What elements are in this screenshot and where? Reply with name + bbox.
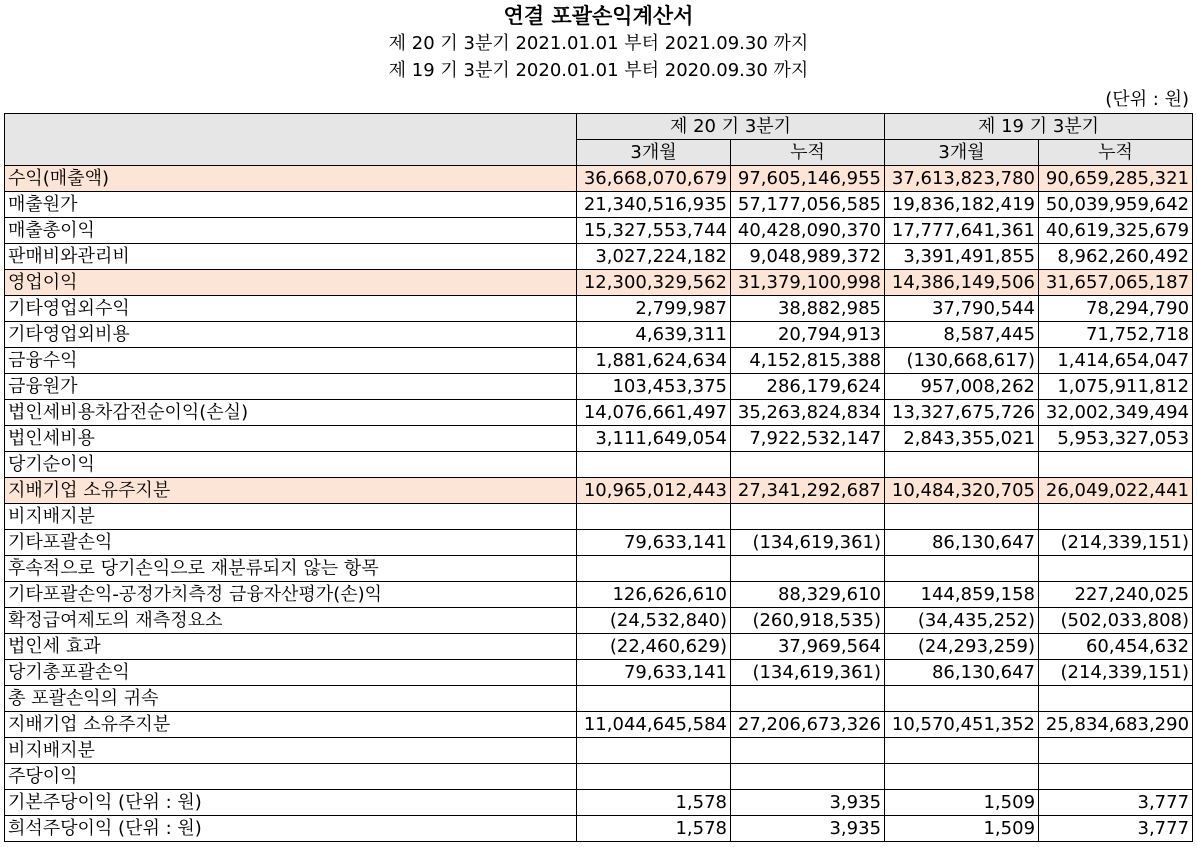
sub-header-current-3m: 3개월 [577, 140, 731, 166]
value-cell: 97,605,146,955 [731, 166, 885, 192]
row-label: 기타영업외수익 [5, 296, 577, 322]
table-row [5, 426, 1193, 452]
value-cell: 57,177,056,585 [731, 192, 885, 218]
value-cell: 14,076,661,497 [577, 400, 731, 426]
table-row [5, 348, 1193, 374]
row-label: 지배기업 소유주지분 [5, 478, 577, 504]
row-label: 판매비와관리비 [5, 244, 577, 270]
table-row [5, 452, 1193, 478]
value-cell [731, 504, 885, 530]
table-row [5, 374, 1193, 400]
value-cell: 86,130,647 [885, 660, 1039, 686]
value-cell [577, 764, 731, 790]
value-cell: 21,340,516,935 [577, 192, 731, 218]
value-cell: 37,613,823,780 [885, 166, 1039, 192]
row-label: 희석주당이익 (단위 : 원) [5, 816, 577, 842]
value-cell: 1,509 [885, 790, 1039, 816]
value-cell: 40,428,090,370 [731, 218, 885, 244]
value-cell: 27,341,292,687 [731, 478, 885, 504]
unit-label: (단위 : 원) [1105, 89, 1189, 110]
value-cell: 1,509 [885, 816, 1039, 842]
value-cell: 10,484,320,705 [885, 478, 1039, 504]
value-cell: 10,965,012,443 [577, 478, 731, 504]
value-cell: 71,752,718 [1039, 322, 1193, 348]
value-cell: 8,587,445 [885, 322, 1039, 348]
value-cell [1039, 452, 1193, 478]
value-cell [885, 504, 1039, 530]
value-cell: 1,414,654,047 [1039, 348, 1193, 374]
value-cell: 1,578 [577, 790, 731, 816]
value-cell: (34,435,252) [885, 608, 1039, 634]
value-cell: 35,263,824,834 [731, 400, 885, 426]
value-cell: 957,008,262 [885, 374, 1039, 400]
value-cell: 60,454,632 [1039, 634, 1193, 660]
value-cell: (130,668,617) [885, 348, 1039, 374]
group-header-prior: 제 19 기 3분기 [885, 114, 1193, 140]
value-cell [885, 764, 1039, 790]
value-cell [885, 738, 1039, 764]
table-row [5, 660, 1193, 686]
value-cell [731, 738, 885, 764]
table-row [5, 816, 1193, 842]
header-blank-cell [5, 114, 577, 166]
value-cell [1039, 738, 1193, 764]
statement-title: 연결 포괄손익계산서 [503, 4, 694, 28]
row-label: 확정급여제도의 재측정요소 [5, 608, 577, 634]
value-cell [731, 452, 885, 478]
table-row [5, 504, 1193, 530]
value-cell: 26,049,022,441 [1039, 478, 1193, 504]
row-label: 지배기업 소유주지분 [5, 712, 577, 738]
row-label: 당기총포괄손익 [5, 660, 577, 686]
group-header-row [5, 114, 1193, 140]
row-label: 매출원가 [5, 192, 577, 218]
row-label: 후속적으로 당기손익으로 재분류되지 않는 항목 [5, 556, 577, 582]
value-cell: 3,777 [1039, 790, 1193, 816]
row-label: 기본주당이익 (단위 : 원) [5, 790, 577, 816]
row-label: 기타포괄손익-공정가치측정 금융자산평가(손)익 [5, 582, 577, 608]
row-label: 금융수익 [5, 348, 577, 374]
value-cell [1039, 764, 1193, 790]
period-prior: 제 19 기 3분기 2020.01.01 부터 2020.09.30 까지 [388, 60, 809, 81]
period-current: 제 20 기 3분기 2021.01.01 부터 2021.09.30 까지 [388, 33, 809, 54]
value-cell: 126,626,610 [577, 582, 731, 608]
value-cell: 19,836,182,419 [885, 192, 1039, 218]
value-cell [731, 764, 885, 790]
value-cell [577, 504, 731, 530]
value-cell [577, 738, 731, 764]
value-cell: 37,969,564 [731, 634, 885, 660]
value-cell: 4,639,311 [577, 322, 731, 348]
value-cell: 12,300,329,562 [577, 270, 731, 296]
table-row [5, 218, 1193, 244]
value-cell: 3,935 [731, 790, 885, 816]
value-cell: 37,790,544 [885, 296, 1039, 322]
value-cell: 4,152,815,388 [731, 348, 885, 374]
table-row [5, 166, 1193, 192]
value-cell: 32,002,349,494 [1039, 400, 1193, 426]
table-row [5, 556, 1193, 582]
row-label: 매출총이익 [5, 218, 577, 244]
value-cell: 31,657,065,187 [1039, 270, 1193, 296]
value-cell: (22,460,629) [577, 634, 731, 660]
value-cell [1039, 556, 1193, 582]
value-cell: 79,633,141 [577, 660, 731, 686]
value-cell: 3,935 [731, 816, 885, 842]
value-cell [731, 686, 885, 712]
table-row [5, 686, 1193, 712]
value-cell: (260,918,535) [731, 608, 885, 634]
value-cell: (24,293,259) [885, 634, 1039, 660]
table-row [5, 322, 1193, 348]
sub-header-current-cum: 누적 [731, 140, 885, 166]
value-cell: 17,777,641,361 [885, 218, 1039, 244]
value-cell [577, 452, 731, 478]
value-cell: 86,130,647 [885, 530, 1039, 556]
value-cell: 36,668,070,679 [577, 166, 731, 192]
income-statement-table [4, 113, 1193, 842]
table-row [5, 764, 1193, 790]
row-label: 수익(매출액) [5, 166, 577, 192]
value-cell: 227,240,025 [1039, 582, 1193, 608]
row-label: 비지배지분 [5, 738, 577, 764]
table-row [5, 192, 1193, 218]
value-cell: (214,339,151) [1039, 530, 1193, 556]
value-cell: 14,386,149,506 [885, 270, 1039, 296]
value-cell: 3,111,649,054 [577, 426, 731, 452]
row-label: 총 포괄손익의 귀속 [5, 686, 577, 712]
table-row [5, 634, 1193, 660]
value-cell: 50,039,959,642 [1039, 192, 1193, 218]
value-cell: 286,179,624 [731, 374, 885, 400]
row-label: 영업이익 [5, 270, 577, 296]
value-cell: 3,391,491,855 [885, 244, 1039, 270]
table-row [5, 478, 1193, 504]
value-cell [885, 556, 1039, 582]
value-cell: 3,027,224,182 [577, 244, 731, 270]
value-cell: 8,962,260,492 [1039, 244, 1193, 270]
value-cell: 31,379,100,998 [731, 270, 885, 296]
value-cell: 3,777 [1039, 816, 1193, 842]
row-label: 금융원가 [5, 374, 577, 400]
table-row [5, 270, 1193, 296]
value-cell: 2,799,987 [577, 296, 731, 322]
table-row [5, 296, 1193, 322]
value-cell: 2,843,355,021 [885, 426, 1039, 452]
value-cell [1039, 686, 1193, 712]
table-row [5, 738, 1193, 764]
value-cell: 103,453,375 [577, 374, 731, 400]
value-cell [885, 452, 1039, 478]
row-label: 기타영업외비용 [5, 322, 577, 348]
table-row [5, 530, 1193, 556]
value-cell: 9,048,989,372 [731, 244, 885, 270]
table-row [5, 582, 1193, 608]
value-cell: 88,329,610 [731, 582, 885, 608]
value-cell [731, 556, 885, 582]
value-cell: (502,033,808) [1039, 608, 1193, 634]
row-label: 법인세비용차감전순이익(손실) [5, 400, 577, 426]
value-cell: (134,619,361) [731, 530, 885, 556]
value-cell: (214,339,151) [1039, 660, 1193, 686]
value-cell: 90,659,285,321 [1039, 166, 1193, 192]
value-cell: 38,882,985 [731, 296, 885, 322]
value-cell: 10,570,451,352 [885, 712, 1039, 738]
group-header-current: 제 20 기 3분기 [577, 114, 885, 140]
value-cell: 40,619,325,679 [1039, 218, 1193, 244]
value-cell: 11,044,645,584 [577, 712, 731, 738]
table-row [5, 790, 1193, 816]
value-cell: 27,206,673,326 [731, 712, 885, 738]
value-cell: 79,633,141 [577, 530, 731, 556]
row-label: 법인세비용 [5, 426, 577, 452]
value-cell: 5,953,327,053 [1039, 426, 1193, 452]
row-label: 법인세 효과 [5, 634, 577, 660]
value-cell [885, 686, 1039, 712]
value-cell: 1,075,911,812 [1039, 374, 1193, 400]
value-cell: 1,578 [577, 816, 731, 842]
row-label: 기타포괄손익 [5, 530, 577, 556]
row-label: 주당이익 [5, 764, 577, 790]
sub-header-prior-3m: 3개월 [885, 140, 1039, 166]
value-cell: 13,327,675,726 [885, 400, 1039, 426]
value-cell: 1,881,624,634 [577, 348, 731, 374]
value-cell: 20,794,913 [731, 322, 885, 348]
table-row [5, 244, 1193, 270]
sub-header-prior-cum: 누적 [1039, 140, 1193, 166]
row-label: 비지배지분 [5, 504, 577, 530]
value-cell: (134,619,361) [731, 660, 885, 686]
value-cell: 25,834,683,290 [1039, 712, 1193, 738]
value-cell: 78,294,790 [1039, 296, 1193, 322]
value-cell: (24,532,840) [577, 608, 731, 634]
value-cell: 15,327,553,744 [577, 218, 731, 244]
value-cell [577, 686, 731, 712]
value-cell [577, 556, 731, 582]
value-cell: 144,859,158 [885, 582, 1039, 608]
value-cell: 7,922,532,147 [731, 426, 885, 452]
table-row [5, 400, 1193, 426]
table-row [5, 608, 1193, 634]
value-cell [1039, 504, 1193, 530]
table-row [5, 712, 1193, 738]
row-label: 당기순이익 [5, 452, 577, 478]
